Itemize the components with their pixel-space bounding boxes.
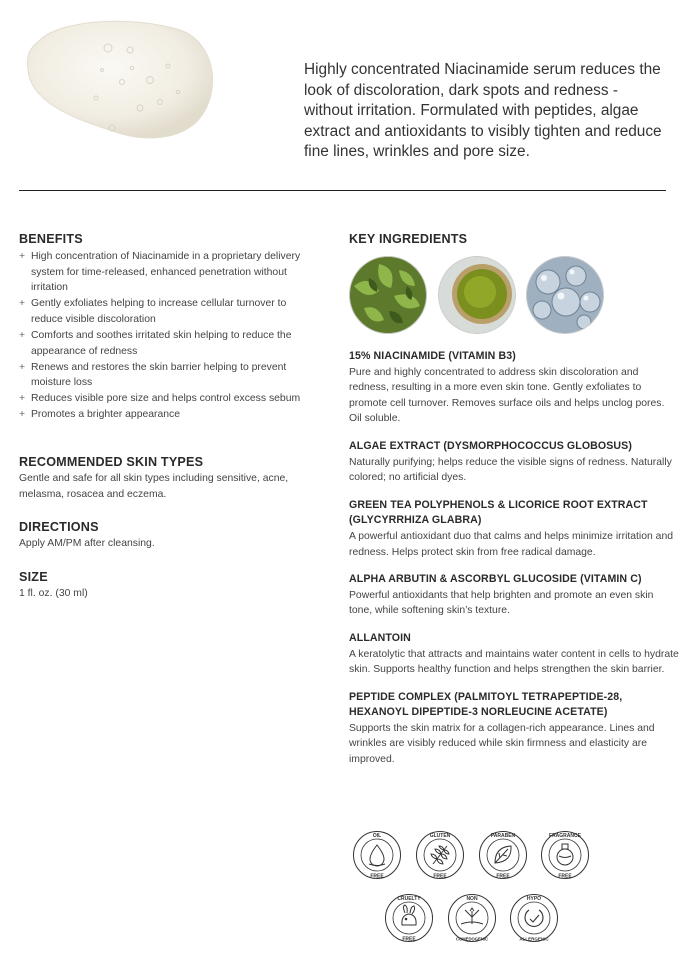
badge-bottom-label: FREE: [433, 873, 447, 880]
badge-bottom-label: COMEDOGENIC: [455, 936, 489, 942]
badge-top-label: OIL: [372, 833, 382, 839]
size-heading: SIZE: [19, 570, 48, 584]
plus-icon: +: [19, 251, 26, 262]
skin-types-section: [19, 455, 319, 502]
ingredient-item: [349, 498, 679, 560]
badge-top-label: GLUTEN: [429, 833, 451, 839]
plus-icon: +: [19, 393, 26, 405]
paraben-free-badge: [478, 830, 528, 880]
badge-top-label: NON: [466, 896, 478, 902]
benefits-list: [19, 249, 319, 423]
ingredient-item: [349, 572, 679, 619]
ingredient-item: [349, 690, 679, 768]
ingredient-desc: Naturally purifying; helps reduce the visible signs of redness. Naturally colored; no artificial dyes.: [349, 456, 672, 484]
benefits-section: [19, 232, 319, 424]
serum-texture-image: [0, 0, 300, 190]
key-ingredients-heading: KEY INGREDIENTS: [349, 232, 468, 246]
plus-icon: +: [19, 409, 26, 421]
divider: [19, 190, 666, 191]
badge-top-label: FRAGRANCE: [549, 833, 581, 839]
directions-heading: DIRECTIONS: [19, 520, 99, 534]
ingredient-title: GREEN TEA POLYPHENOLS & LICORICE ROOT EXTRACT (GLYCYRRHIZA GLABRA): [349, 498, 648, 527]
list-item: + Reduces visible pore size and helps control excess sebum: [19, 391, 319, 407]
ingredient-desc: Pure and highly concentrated to address skin discoloration and redness, resulting in a more even skin tone. Gently exfoliates to promote cell turnover. Removes surface oils and helps unclog pores. Oil soluble.: [349, 366, 665, 425]
badge-top-label: HYPO: [526, 896, 542, 902]
serum-bubbles-photo: [526, 256, 604, 334]
ingredient-desc: A powerful antioxidant duo that calms and helps minimize irritation and redness. Helps protect skin from free radical damage.: [349, 530, 674, 558]
ingredient-list: [349, 349, 679, 780]
ingredient-title: ALPHA ARBUTIN & ASCORBYL GLUCOSIDE (VITAMIN C): [349, 573, 642, 586]
plus-icon: +: [19, 329, 26, 341]
list-item: + Comforts and soothes irritated skin helping to reduce the appearance of redness: [19, 329, 292, 357]
badge-bottom-label: FREE: [496, 873, 510, 880]
list-item: + Gently exfoliates helping to increase cellular turnover to reduce visible discoloration: [19, 298, 287, 325]
size-text: 1 fl. oz. (30 ml): [19, 588, 88, 599]
skin-types-heading: RECOMMENDED SKIN TYPES: [19, 455, 204, 469]
badge-bottom-label: FREE: [558, 873, 572, 880]
ingredient-title: ALLANTOIN: [349, 631, 411, 644]
badge-bottom-label: FREE: [370, 873, 384, 880]
ingredient-item: [349, 439, 679, 486]
list-item: + Renews and restores the skin barrier helping to prevent moisture loss: [19, 361, 287, 389]
badge-top-label: CRUELTY: [397, 896, 421, 902]
green-tea-photo: [438, 256, 516, 334]
fragrance-free-badge: [540, 830, 590, 880]
list-item: + Promotes a brighter appearance: [19, 407, 319, 423]
gluten-free-badge: [415, 830, 465, 880]
intro-text: Highly concentrated Niacinamide serum reduces the look of discoloration, dark spots and redness - without irritation. Formulated with peptides, algae extract and antioxidants to visibly tighten and reduce fine lines, wrinkles and pore size.: [304, 61, 662, 160]
benefits-heading: BENEFITS: [19, 232, 83, 246]
hypoallergenic-badge: [509, 893, 559, 943]
ingredient-title: PEPTIDE COMPLEX (PALMITOYL TETRAPEPTIDE-28, HEXANOYL DIPEPTIDE-3 NORLEUCINE ACETATE): [349, 690, 623, 719]
ingredient-title: ALGAE EXTRACT (DYSMORPHOCOCCUS GLOBOSUS): [349, 439, 632, 452]
directions-section: [19, 520, 319, 552]
ingredient-item: [349, 349, 679, 427]
ingredient-desc: Powerful antioxidants that help brighten and promote an even skin tone, while softening skin’s texture.: [349, 589, 654, 617]
plus-icon: +: [19, 298, 26, 310]
badge-bottom-label: FREE: [402, 936, 416, 943]
algae-photo: [349, 256, 427, 334]
ingredient-desc: Supports the skin matrix for a collagen-rich appearance. Lines and wrinkles are visibly reduced while skin firmness and elasticity are improved.: [349, 722, 655, 766]
plus-icon: +: [19, 361, 26, 373]
non-comedogenic-badge: [447, 893, 497, 943]
badge-top-label: PARABEN: [490, 833, 516, 839]
list-item: + High concentration of Niacinamide in a proprietary delivery system for time-released, enhanced penetration without irritation: [19, 251, 301, 294]
ingredient-desc: A keratolytic that attracts and maintains water content in cells to hydrate skin. Supports healthy function and helps strengthen the skin barrier.: [349, 648, 679, 676]
skin-types-text: Gentle and safe for all skin types including sensitive, acne, melasma, rosacea and eczema.: [19, 473, 289, 500]
badge-bottom-label: ALLERGENIC: [519, 936, 549, 942]
oil-free-badge: [352, 830, 402, 880]
ingredient-title: 15% NIACINAMIDE (VITAMIN B3): [349, 350, 516, 362]
directions-text: Apply AM/PM after cleansing.: [19, 538, 155, 549]
size-section: [19, 570, 319, 602]
cruelty-free-badge: [384, 893, 434, 943]
ingredient-item: [349, 631, 679, 678]
